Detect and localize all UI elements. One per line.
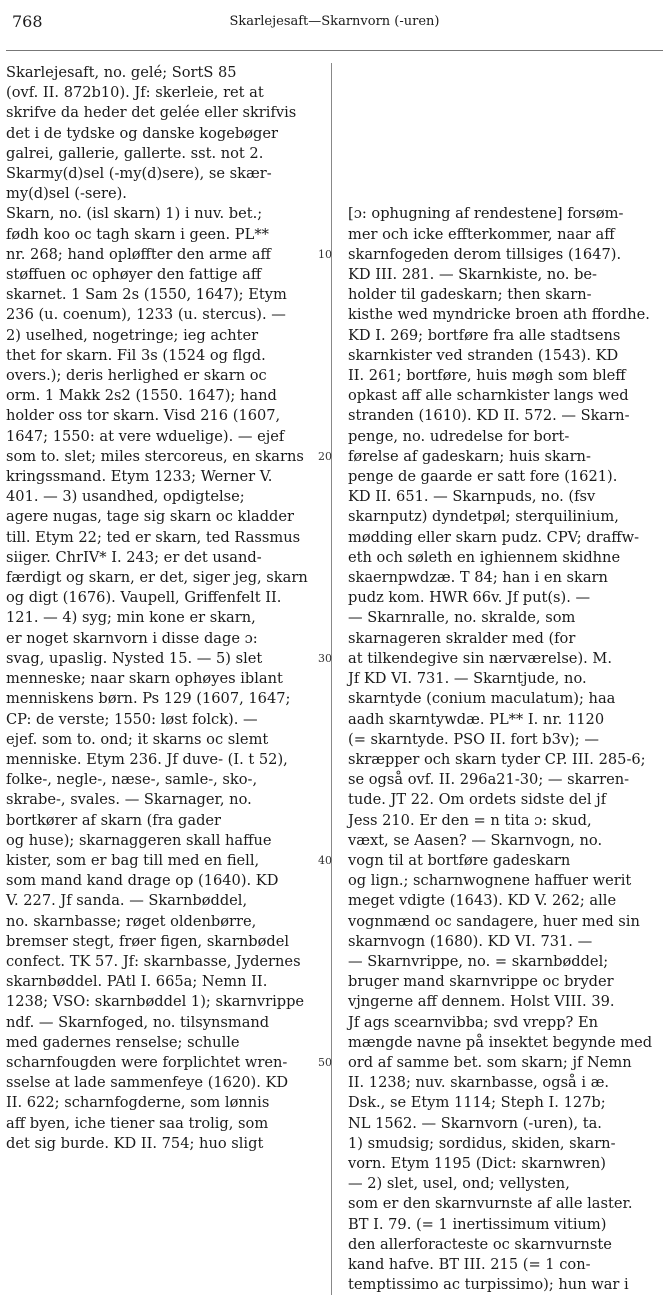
text-line: V. 227. Jf sanda. — Skarnbøddel, (6, 892, 248, 910)
text-line: nr. 268; hand opløffter den arme aff (6, 245, 271, 263)
text-line: overs.); deris herlighed er skarn oc (6, 367, 267, 385)
text-line: meget vdigte (1643). KD V. 262; alle (348, 892, 617, 910)
text-line: Dsk., se Etym 1114; Steph I. 127b; (348, 1094, 606, 1112)
text-line: som mand kand drage op (1640). KD (6, 872, 279, 890)
text-line: fødh koo oc tagh skarn i geen. PL** (6, 225, 269, 243)
text-line: aff byen, iche tiener saa trolig, som (6, 1114, 269, 1132)
text-line: bremser stegt, frøer figen, skarnbødel (6, 932, 289, 950)
text-line: 1238; VSO: skarnbøddel 1); skarnvrippe (6, 993, 305, 1011)
text-line: — Skarnralle, no. skralde, som (348, 609, 576, 627)
text-line: — Skarnvrippe, no. = skarnbøddel; (348, 952, 609, 970)
page-number: 768 (12, 12, 43, 31)
text-line: skarnfogeden derom tillsiges (1647). (348, 245, 622, 263)
text-line: Skarlejesaft, no. gelé; SortS 85 (6, 64, 237, 81)
text-line: no. skarnbasse; røget oldenbørre, (6, 912, 257, 930)
text-line: vognmænd oc sandagere, huer med sin (348, 912, 640, 930)
line-number: 10 (318, 247, 332, 261)
text-line: skarnbøddel. PAtl I. 665a; Nemn II. (6, 973, 268, 991)
text-line: ejef. som to. ond; it skarns oc slemt (6, 730, 269, 748)
text-line: menniske. Etym 236. Jf duve- (I. t 52), (6, 750, 288, 768)
text-line: skarnageren skralder med (for (348, 629, 576, 647)
text-line: skarntyde (conium maculatum); haa (348, 690, 616, 708)
text-line: skrabe-, svales. — Skarnager, no. (6, 791, 252, 809)
right-column (318, 63, 663, 1295)
text-line: confect. TK 57. Jf: skarnbasse, Jydernes (6, 952, 301, 970)
text-line: førelse af gadeskarn; huis skarn- (348, 447, 591, 465)
text-line: 1647; 1550: at vere wduelige). — ejef (6, 427, 285, 445)
text-line: skarnvogn (1680). KD VI. 731. — (348, 932, 593, 950)
text-line: II. 1238; nuv. skarnbasse, også i æ. (348, 1074, 610, 1092)
text-line: temptissimo ac turpissimo); hun war i (348, 1276, 629, 1294)
text-line: galrei, gallerie, gallerte. sst. not 2. (6, 144, 264, 162)
text-line: II. 261; bortføre, huis møgh som bleff (348, 367, 626, 385)
text-line: thet for skarn. Fil 3s (1524 og flgd. (6, 346, 266, 364)
text-line: Skarmy(d)sel (-my(d)sere), se skær- (6, 165, 272, 183)
text-line: 236 (u. coenum), 1233 (u. stercus). — (6, 306, 286, 324)
text-line: og huse); skarnaggeren skall haffue (6, 831, 272, 849)
text-line: vorn. Etym 1195 (Dict: skarnwren) (348, 1154, 606, 1172)
text-line: KD II. 651. — Skarnpuds, no. (fsv (348, 488, 596, 506)
text-line: kand hafve. BT III. 215 (= 1 con- (348, 1255, 591, 1273)
text-line: skrifve da heder det gelée eller skrifvis (6, 104, 297, 122)
text-line: kisthe wed myndricke broen ath ffordhe. (348, 306, 650, 324)
text-line: det sig burde. KD II. 754; huo sligt (6, 1134, 264, 1152)
text-line: skarnet. 1 Sam 2s (1550, 1647); Etym (6, 286, 287, 304)
text-line: og digt (1676). Vaupell, Griffenfelt II. (6, 589, 282, 607)
line-number: 50 (318, 1055, 332, 1069)
text-line: se også ovf. II. 296a21-30; — skarren- (348, 771, 630, 789)
text-line: eth och søleth en ighiennem skidhne (348, 548, 621, 566)
text-line: den allerforacteste oc skarnvurnste (348, 1235, 612, 1253)
text-line: folke-, negle-, næse-, samle-, sko-, (6, 771, 258, 789)
text-line: penge de gaarde er satt fore (1621). (348, 468, 618, 486)
line-number: 20 (318, 449, 332, 463)
text-line: bortkører af skarn (fra gader (6, 811, 222, 829)
text-line: mødding eller skarn pudz. CPV; draffw- (348, 528, 640, 546)
text-line: med gadernes renselse; schulle (6, 1033, 240, 1051)
text-line: pudz kom. HWR 66v. Jf put(s). — (348, 589, 591, 607)
text-line: CP: de verste; 1550: løst folck). — (6, 710, 258, 728)
text-line: 2) uselhed, nogetringe; ieg achter (6, 326, 259, 344)
text-line: ord af samme bet. som skarn; jf Nemn (348, 1053, 632, 1071)
text-line: som er den skarnvurnste af alle laster. (348, 1195, 633, 1213)
text-line: KD III. 281. — Skarnkiste, no. be- (348, 266, 597, 284)
text-line: scharnfougden were forplichtet wren- (6, 1053, 288, 1071)
line-number: 40 (318, 853, 332, 867)
text-line: færdigt og skarn, er det, siger jeg, skarn (6, 569, 308, 587)
text-line: menniskens børn. Ps 129 (1607, 1647; (6, 690, 291, 708)
text-line: (ovf. II. 872b10). Jf: skerleie, ret at (6, 84, 264, 102)
text-line: 401. — 3) usandhed, opdigtelse; (6, 488, 245, 506)
text-line: Jf ags scearnvibba; svd vrepp? En (348, 1013, 599, 1031)
text-line: tude. JT 22. Om ordets sidste del jf (348, 791, 607, 809)
columns (6, 63, 663, 1295)
text-line: svag, upaslig. Nysted 15. — 5) slet (6, 649, 263, 667)
text-line: my(d)sel (-sere). (6, 185, 127, 203)
text-line: stranden (1610). KD II. 572. — Skarn- (348, 407, 630, 425)
text-line: mer och icke effterkommer, naar aff (348, 225, 615, 243)
page-header (6, 0, 663, 51)
text-line: 121. — 4) syg; min kone er skarn, (6, 609, 256, 627)
text-line: vjngerne aff dennem. Holst VIII. 39. (348, 993, 615, 1011)
text-line: till. Etym 22; ted er skarn, ted Rassmus (6, 528, 301, 546)
text-line: menneske; naar skarn ophøyes iblant (6, 670, 283, 688)
text-line: skarnkister ved stranden (1543). KD (348, 346, 619, 364)
text-line: siiger. ChrIV* I. 243; er det usand- (6, 548, 262, 566)
running-title: Skarlejesaft—Skarnvorn (-uren) (229, 14, 440, 29)
text-line: er noget skarnvorn i disse dage ɔ: (6, 629, 258, 647)
text-line: og lign.; scharnwognene haffuer werit (348, 872, 632, 890)
text-line: holder til gadeskarn; then skarn- (348, 286, 592, 304)
text-line: skræpper och skarn tyder CP. III. 285-6; (348, 750, 646, 768)
text-line: Skarn, no. (isl skarn) 1) i nuv. bet.; (6, 205, 263, 223)
text-line: som to. slet; miles stercoreus, en skarns (6, 447, 304, 465)
text-line: skarnputz) dyndetpøl; sterquilinium, (348, 508, 619, 526)
text-line: kringssmand. Etym 1233; Werner V. (6, 468, 273, 486)
text-line: II. 622; scharnfogderne, som lønnis (6, 1094, 270, 1112)
line-number: 30 (318, 651, 332, 665)
text-line: kister, som er bag till med en fiell, (6, 851, 260, 869)
text-line: støffuen oc ophøyer den fattige aff (6, 266, 262, 284)
text-line: [ɔ: ophugning af rendestene] forsøm- (348, 205, 624, 223)
text-line: KD I. 269; bortføre fra alle stadtsens (348, 326, 621, 344)
text-line: — 2) slet, usel, ond; vellysten, (348, 1175, 570, 1193)
text-line: bruger mand skarnvrippe oc bryder (348, 973, 614, 991)
text-line: aadh skarntywdæ. PL** I. nr. 1120 (348, 710, 605, 728)
text-line: (= skarntyde. PSO II. fort b3v); — (348, 730, 599, 748)
text-line: orm. 1 Makk 2s2 (1550. 1647); hand (6, 387, 277, 405)
text-line: det i de tydske og danske kogebøger (6, 124, 278, 142)
text-line: 1) smudsig; sordidus, skiden, skarn- (348, 1134, 616, 1152)
text-line: skaernpwdzæ. T 84; han i en skarn (348, 569, 608, 587)
text-line: Jf KD VI. 731. — Skarntjude, no. (348, 670, 587, 688)
text-line: penge, no. udredelse for bort- (348, 427, 570, 445)
text-line: opkast aff alle scharnkister langs wed (348, 387, 629, 405)
text-line: at tilkendegive sin nærværelse). M. (348, 649, 612, 667)
text-line: ndf. — Skarnfoged, no. tilsynsmand (6, 1013, 270, 1031)
text-line: Jess 210. Er den = n tita ɔ: skud, (348, 811, 592, 829)
text-line: NL 1562. — Skarnvorn (-uren), ta. (348, 1114, 602, 1132)
text-line: mængde navne på insektet begynde med (348, 1033, 653, 1051)
left-column (6, 63, 331, 1295)
text-line: væxt, se Aasen? — Skarnvogn, no. (348, 831, 603, 849)
text-line: holder oss tor skarn. Visd 216 (1607, (6, 407, 281, 425)
text-line: BT I. 79. (= 1 inertissimum vitium) (348, 1215, 607, 1233)
text-line: agere nugas, tage sig skarn oc kladder (6, 508, 295, 526)
text-line: vogn til at bortføre gadeskarn (348, 851, 571, 869)
text-line: sselse at lade sammenfeye (1620). KD (6, 1074, 289, 1092)
